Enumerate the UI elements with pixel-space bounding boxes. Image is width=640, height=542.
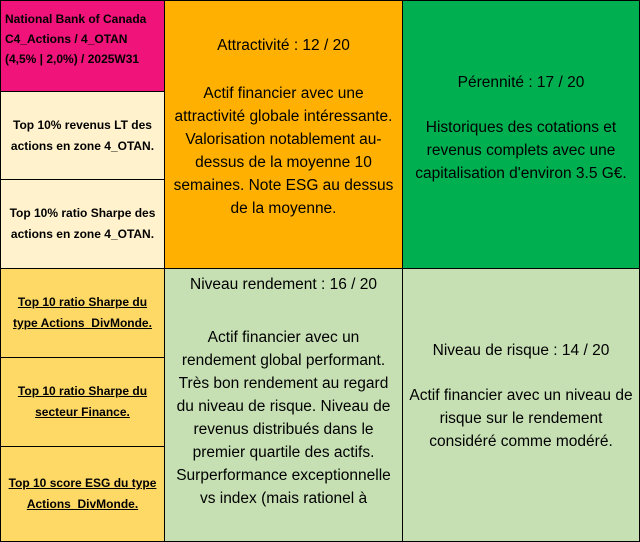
title-line-2: C4_Actions / 4_OTAN	[5, 32, 128, 46]
perennite-heading: Pérennité : 17 / 20	[457, 74, 585, 91]
criteria-cell-revenus-lt: Top 10% revenus LT des actions en zone 4_OTAN.	[0, 91, 165, 180]
title-line-3: (4,5% | 2,0%) / 2025W31	[5, 52, 140, 66]
attractivite-cell: Attractivité : 12 / 20 Actif financier avec une attractivité globale intéressante. Valorisation notablement au- dessus de la moyenne 10 semaines. Note ESG au dessus de la moyenne.	[164, 0, 403, 269]
title-line-1: National Bank of Canada	[5, 12, 147, 26]
rendement-heading: Niveau rendement : 16 / 20	[190, 276, 377, 293]
risque-cell: Niveau de risque : 14 / 20 Actif financier avec un niveau de risque sur le rendement considéré comme modéré.	[402, 268, 640, 542]
attractivite-heading: Attractivité : 12 / 20	[217, 37, 350, 54]
perennite-cell: Pérennité : 17 / 20 Historiques des cotations et revenus complets avec une capitalisation d'environ 3.5 G€.	[402, 0, 640, 269]
rendement-cell: Niveau rendement : 16 / 20 Actif financier avec un rendement global performant. Très bon rendement au regard du niveau de risque. Niveau de revenus distribués dans le premier quartile des actifs. Surperformance exceptionnelle vs index (mais rationel à	[164, 268, 403, 542]
criteria-cell-sharpe-secteur: Top 10 ratio Sharpe du secteur Finance.	[0, 357, 165, 447]
criteria-cell-sharpe-type: Top 10 ratio Sharpe du type Actions_DivMonde.	[0, 268, 165, 358]
title-cell	[0, 0, 165, 92]
criteria-cell-esg-type: Top 10 score ESG du type Actions_DivMonde.	[0, 446, 165, 542]
risque-heading: Niveau de risque : 14 / 20	[432, 342, 610, 359]
criteria-cell-sharpe-zone: Top 10% ratio Sharpe des actions en zone 4_OTAN.	[0, 179, 165, 269]
